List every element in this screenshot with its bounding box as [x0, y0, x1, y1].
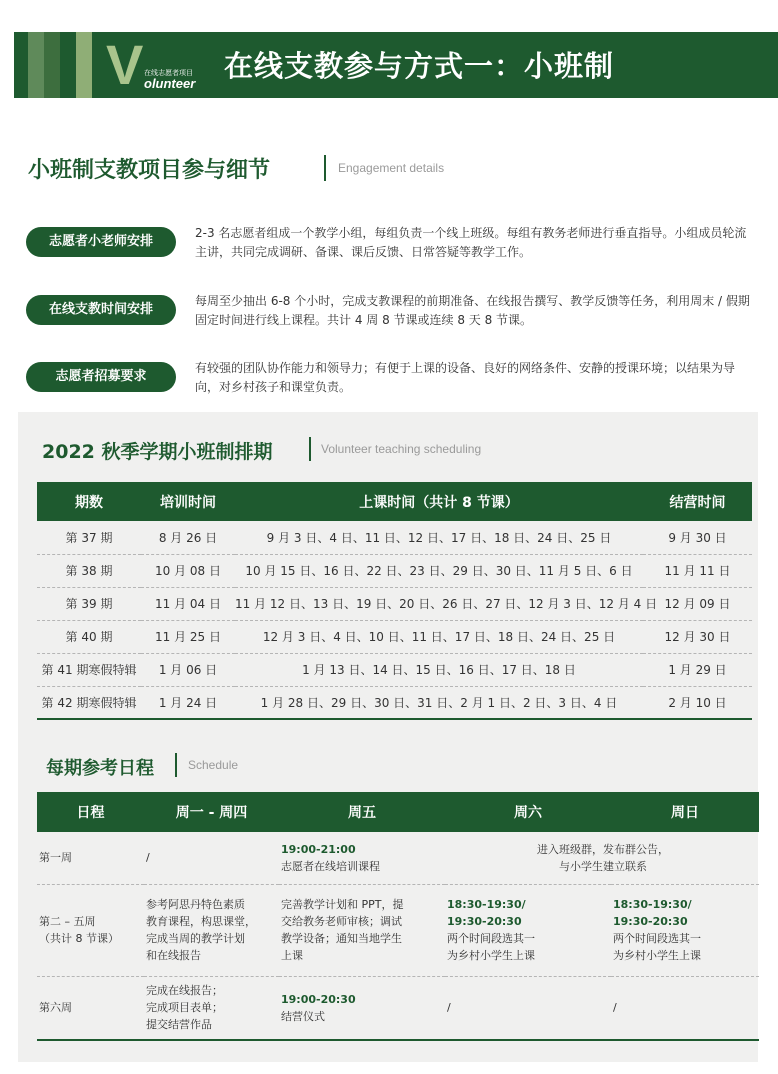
cell-line: 两个时间段选其一 — [613, 932, 701, 945]
sun-cell: / — [611, 976, 759, 1040]
cell-line: 提交结营作品 — [146, 1018, 212, 1032]
week-label: 第一周 — [37, 832, 144, 884]
details-subtitle: Engagement details — [338, 161, 445, 175]
session-cell: 第 38 期 — [37, 554, 141, 587]
section-divider — [309, 437, 311, 461]
column-header: 上课时间（共计 8 节课） — [235, 482, 643, 521]
sun-time: 18:30-19:30/ — [613, 898, 692, 911]
column-header: 周日 — [611, 792, 759, 832]
table-row — [37, 620, 752, 653]
header-banner — [14, 32, 778, 98]
cell-line: 完成在线报告； — [146, 984, 223, 998]
session-cell: 第 39 期 — [37, 587, 141, 620]
class-dates-cell: 1 月 13 日、14 日、15 日、16 日、17 日、18 日 — [235, 653, 643, 686]
column-header: 结营时间 — [643, 482, 752, 521]
table-row — [37, 587, 752, 620]
logo-caption: 在线志愿者项目 — [144, 69, 193, 77]
fri-time: 19:00-20:30 — [281, 992, 356, 1006]
decor-stripe — [44, 32, 60, 98]
weekend-cell — [445, 832, 759, 884]
closing-date-cell: 12 月 30 日 — [643, 620, 752, 653]
cell-line: 教育课程，构思课堂， — [146, 915, 256, 928]
fri-cell — [279, 976, 445, 1040]
sun-cell — [611, 884, 759, 976]
session-cell: 第 42 期寒假特辑 — [37, 686, 141, 719]
fri-text: 结营仪式 — [281, 1009, 325, 1023]
volunteer-teacher-label: 志愿者小老师安排 — [26, 227, 176, 257]
table-row — [37, 832, 759, 884]
daily-schedule-table — [37, 792, 759, 1041]
training-date-cell: 1 月 06 日 — [141, 653, 235, 686]
schedule-title: 2022 秋季学期小班制排期 — [42, 441, 273, 463]
class-dates-cell: 1 月 28 日、29 日、30 日、31 日、2 月 1 日、2 日、3 日、4 日 — [235, 686, 643, 719]
week-label-line: 第二 – 五周 — [39, 915, 96, 928]
section-divider — [175, 753, 177, 777]
weekend-line: 进入班级群，发布群公告， — [537, 842, 669, 856]
class-dates-cell: 11 月 12 日、13 日、19 日、20 日、26 日、27 日、12 月 3 日、12 月 4 日 — [235, 587, 643, 620]
fri-text: 志愿者在线培训课程 — [281, 859, 380, 873]
mon-thu-cell — [144, 884, 279, 976]
teaching-time-label: 在线支教时间安排 — [26, 295, 176, 325]
column-header: 周五 — [279, 792, 445, 832]
cell-line: 和在线报告 — [146, 949, 201, 962]
details-title: 小班制支教项目参与细节 — [28, 158, 271, 183]
fri-cell — [279, 832, 445, 884]
schedule-subtitle: Volunteer teaching scheduling — [321, 442, 482, 456]
fri-time: 19:00-21:00 — [281, 842, 356, 856]
column-header: 培训时间 — [141, 482, 235, 521]
cell-line: 完善教学计划和 PPT，提 — [281, 898, 404, 911]
session-cell: 第 40 期 — [37, 620, 141, 653]
cell-line: 参考阿思丹特色素质 — [146, 898, 245, 911]
table-row — [37, 976, 759, 1040]
mon-thu-cell: / — [144, 832, 279, 884]
cell-line: 为乡村小学生上课 — [447, 949, 535, 962]
teaching-time-text: 每周至少抽出 6-8 个小时，完成支教课程的前期准备、在线报告撰写、教学反馈等任务，利用周末 / 假期固定时间进行线上课程。共计 4 周 8 节课或连续 8 天 8 节课。 — [195, 294, 750, 327]
daily-title: 每期参考日程 — [46, 758, 154, 779]
week-label — [37, 884, 144, 976]
daily-subtitle: Schedule — [188, 758, 239, 772]
training-date-cell: 11 月 25 日 — [141, 620, 235, 653]
table-header-row — [37, 482, 752, 521]
mon-thu-cell — [144, 976, 279, 1040]
session-cell: 第 41 期寒假特辑 — [37, 653, 141, 686]
class-dates-cell: 12 月 3 日、4 日、10 日、11 日、17 日、18 日、24 日、25 日 — [235, 620, 643, 653]
cell-line: 上课 — [281, 949, 303, 962]
decor-stripe — [28, 32, 44, 98]
cell-line: 为乡村小学生上课 — [613, 949, 701, 962]
volunteer-teacher-text: 2-3 名志愿者组成一个教学小组，每组负责一个线上班级。每组有教务老师进行垂直指导。小组成员轮流主讲，共同完成调研、备课、课后反馈、日常答疑等教学工作。 — [195, 226, 747, 259]
closing-date-cell: 2 月 10 日 — [643, 686, 752, 719]
logo-letter: V — [106, 33, 144, 96]
fri-cell — [279, 884, 445, 976]
sun-time: 19:30-20:30 — [613, 915, 688, 928]
logo-word: olunteer — [144, 76, 196, 91]
table-row — [37, 686, 752, 719]
cell-line: 交给教务老师审核；调试 — [281, 915, 402, 928]
sat-time: 18:30-19:30/ — [447, 898, 526, 911]
week-label: 第六周 — [37, 976, 144, 1040]
recruit-requirement-label: 志愿者招募要求 — [26, 362, 176, 392]
sat-cell — [445, 884, 611, 976]
sat-time: 19:30-20:30 — [447, 915, 522, 928]
cell-line: 完成项目表单； — [146, 1001, 223, 1015]
class-dates-cell: 9 月 3 日、4 日、11 日、12 日、17 日、18 日、24 日、25 日 — [235, 521, 643, 554]
closing-date-cell: 12 月 09 日 — [643, 587, 752, 620]
table-header-row — [37, 792, 759, 832]
cell-line: 两个时间段选其一 — [447, 932, 535, 945]
schedule-table — [37, 482, 752, 720]
recruit-requirement-text: 有较强的团队协作能力和领导力；有便于上课的设备、良好的网络条件、安静的授课环境；以结果为导向，对乡村孩子和课堂负责。 — [195, 361, 736, 394]
table-row — [37, 653, 752, 686]
training-date-cell: 1 月 24 日 — [141, 686, 235, 719]
table-row — [37, 521, 752, 554]
weekend-line: 与小学生建立联系 — [559, 859, 647, 873]
training-date-cell: 10 月 08 日 — [141, 554, 235, 587]
sat-cell: / — [445, 976, 611, 1040]
table-row — [37, 884, 759, 976]
section-divider — [324, 155, 326, 181]
training-date-cell: 8 月 26 日 — [141, 521, 235, 554]
cell-line: 教学设备；通知当地学生 — [281, 932, 402, 945]
class-dates-cell: 10 月 15 日、16 日、22 日、23 日、29 日、30 日、11 月 5 日、6 日 — [235, 554, 643, 587]
column-header: 日程 — [37, 792, 144, 832]
closing-date-cell: 9 月 30 日 — [643, 521, 752, 554]
session-cell: 第 37 期 — [37, 521, 141, 554]
closing-date-cell: 11 月 11 日 — [643, 554, 752, 587]
closing-date-cell: 1 月 29 日 — [643, 653, 752, 686]
column-header: 周六 — [445, 792, 611, 832]
cell-line: 完成当周的教学计划 — [146, 932, 245, 945]
training-date-cell: 11 月 04 日 — [141, 587, 235, 620]
column-header: 周一 - 周四 — [144, 792, 279, 832]
column-header: 期数 — [37, 482, 141, 521]
page-title: 在线支教参与方式一：小班制 — [224, 49, 615, 83]
week-label-line: （共计 8 节课） — [39, 932, 119, 945]
decor-stripe — [76, 32, 92, 98]
table-row — [37, 554, 752, 587]
